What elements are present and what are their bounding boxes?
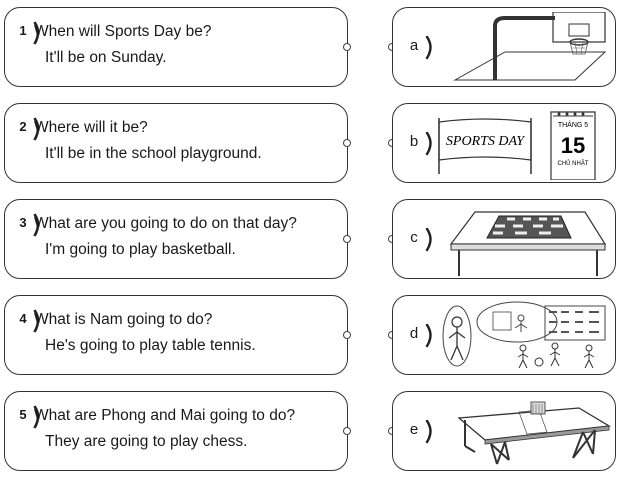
- answer-text: I'm going to play basketball.: [45, 241, 236, 258]
- answer-text: It'll be on Sunday.: [45, 49, 167, 66]
- match-dot-question-4[interactable]: [343, 331, 351, 339]
- question-box-5: [4, 391, 348, 471]
- question-text: Where will it be?: [34, 119, 148, 136]
- answer-label-d: d: [403, 322, 429, 348]
- match-dot-question-1[interactable]: [343, 43, 351, 51]
- answer-box-e: [392, 391, 616, 471]
- answer-text: It'll be in the school playground.: [45, 145, 262, 162]
- answer-label-b: b: [403, 130, 429, 156]
- question-number-2: 2: [13, 116, 37, 140]
- sports-day-banner-calendar-icon: [435, 108, 611, 180]
- question-box-3: [4, 199, 348, 279]
- match-dot-question-3[interactable]: [343, 235, 351, 243]
- question-box-4: [4, 295, 348, 375]
- answer-label-c: c: [403, 226, 429, 252]
- question-box-1: [4, 7, 348, 87]
- answer-text: He's going to play table tennis.: [45, 337, 256, 354]
- answer-box-a: [392, 7, 616, 87]
- answer-box-c: [392, 199, 616, 279]
- question-number-3: 3: [13, 212, 37, 236]
- answer-box-b: [392, 103, 616, 183]
- answer-label-e: e: [403, 418, 429, 444]
- match-dot-question-5[interactable]: [343, 427, 351, 435]
- question-text: What is Nam going to do?: [34, 311, 213, 328]
- match-dot-question-2[interactable]: [343, 139, 351, 147]
- calendar-month: THÁNG 5: [557, 122, 589, 129]
- question-text: What are you going to do on that day?: [34, 215, 297, 232]
- answer-text: They are going to play chess.: [45, 433, 248, 450]
- question-number-5: 5: [13, 404, 37, 428]
- question-text: When will Sports Day be?: [34, 23, 212, 40]
- banner-text: SPORTS DAY: [445, 134, 525, 149]
- basketball-hoop-icon: [435, 12, 611, 84]
- question-box-2: [4, 103, 348, 183]
- school-playground-children-icon: [435, 300, 611, 372]
- question-number-4: 4: [13, 308, 37, 332]
- question-number-1: 1: [13, 20, 37, 44]
- answer-box-d: [392, 295, 616, 375]
- table-tennis-table-icon: [435, 396, 611, 468]
- calendar-weekday: CHỦ NHẬT: [557, 161, 589, 167]
- calendar-day: 15: [560, 133, 586, 158]
- question-text: What are Phong and Mai going to do?: [34, 407, 296, 424]
- answer-label-a: a: [403, 34, 429, 60]
- chessboard-table-icon: [435, 204, 611, 276]
